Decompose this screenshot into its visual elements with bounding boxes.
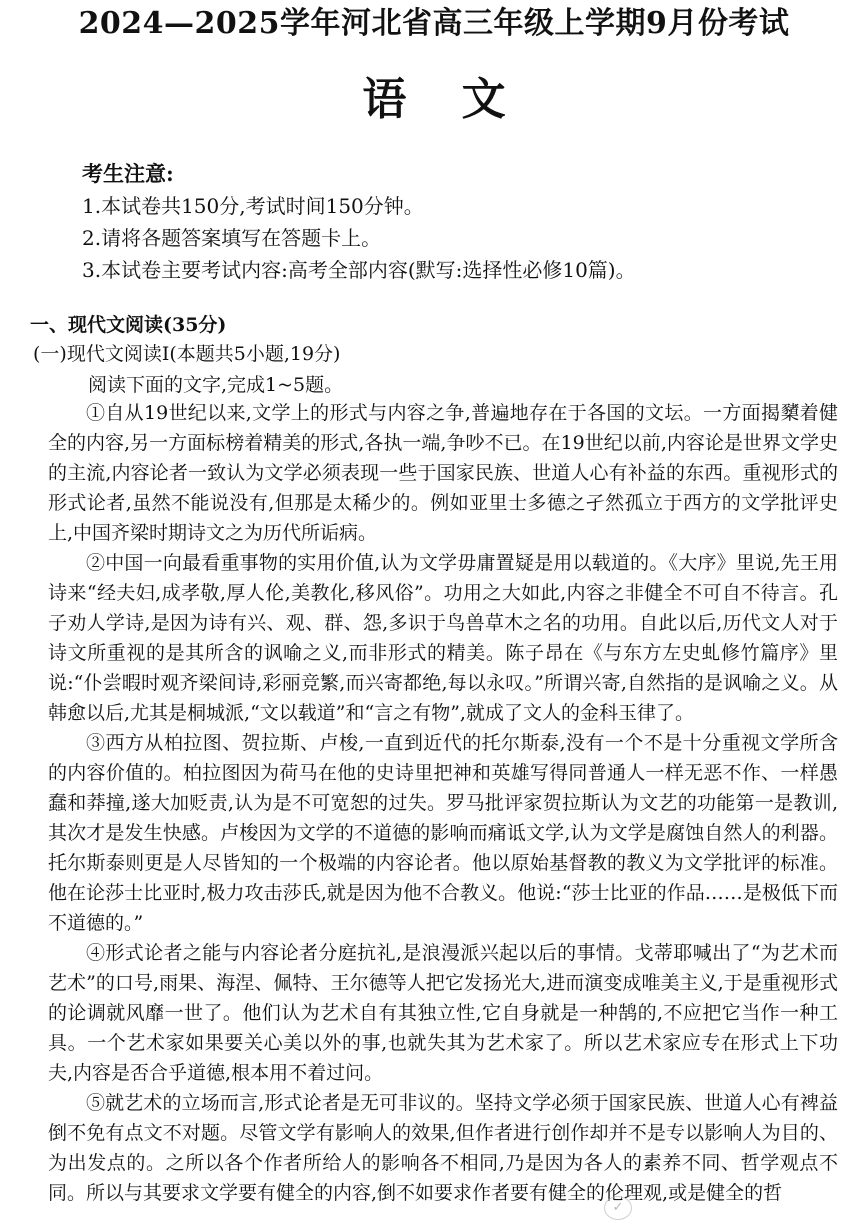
reading-instruction: 阅读下面的文字,完成1~5题。 bbox=[88, 374, 344, 396]
passage-paragraph-2: ②中国一向最看重事物的实用价值,认为文学毋庸置疑是用以载道的。《大序》里说,先王用诗来“经夫妇,成孝敬,厚人伦,美教化,移风俗”。功用之大如此,内容之非健全不可自不待言。孔子劝人学诗,是因为诗有兴、观、群、怨,多识于鸟兽草木之名的功用。自此以后,历代文人对于诗文所重视的是其所含的讽喻之义,而非形式的精美。陈子昂在《与东方左史虬修竹篇序》里说:“仆尝暇时观齐梁间诗,彩丽竞繁,而兴寄都绝,每以永叹。”所谓兴寄,自然指的是讽喻之义。从韩愈以后,尤其是桐城派,“文以载道”和“言之有物”,就成了文人的金科玉律了。 bbox=[48, 552, 838, 724]
passage-paragraph-5: ⑤就艺术的立场而言,形式论者是无可非议的。坚持文学必须于国家民族、世道人心有裨益倒不免有点文不对题。尽管文学有影响人的效果,但作者进行创作却并不是专以影响人为目的、为出发点的。之所以各个作者所给人的影响各不相同,乃是因为各人的素养不同、哲学观点不同。所以与其要求文学要有健全的内容,倒不如要求作者要有健全的伦理观,或是健全的哲 bbox=[48, 1092, 838, 1204]
passage-paragraph-3: ③西方从柏拉图、贺拉斯、卢梭,一直到近代的托尔斯泰,没有一个不是十分重视文学所含的内容价值的。柏拉图因为荷马在他的史诗里把神和英雄写得同普通人一样无恶不作、一样愚蠢和莽撞,遂大加贬责,认为是不可宽恕的过失。罗马批评家贺拉斯认为文艺的功能第一是教训,其次才是发生快感。卢梭因为文学的不道德的影响而痛诋文学,认为文学是腐蚀自然人的利器。托尔斯泰则更是人尽皆知的一个极端的内容论者。他以原始基督教的教义为文学批评的标准。他在论莎士比亚时,极力攻击莎氏,就是因为他不合教义。他说:“莎士比亚的作品……是极低下而不道德的。” bbox=[48, 732, 838, 934]
reading-passage bbox=[48, 398, 838, 1208]
section-heading: 一、现代文阅读(35分) bbox=[30, 314, 227, 336]
notice-item-1: 1.本试卷共150分,考试时间150分钟。 bbox=[82, 194, 424, 218]
passage-paragraph-4: ④形式论者之能与内容论者分庭抗礼,是浪漫派兴起以后的事情。戈蒂耶喊出了“为艺术而艺术”的口号,雨果、海涅、佩特、王尔德等人把它发扬光大,进而演变成唯美主义,于是重视形式的论调就风靡一世了。他们认为艺术自有其独立性,它自身就是一种鹄的,不应把它当作一种工具。一个艺术家如果要关心美以外的事,也就失其为艺术家了。所以艺术家应专在形式上下功夫,内容是否合乎道德,根本用不着过问。 bbox=[48, 942, 838, 1084]
subsection-heading: (一)现代文阅读Ⅰ(本题共5小题,19分) bbox=[33, 343, 341, 365]
passage-paragraph-1: ①自从19世纪以来,文学上的形式与内容之争,普遍地存在于各国的文坛。一方面揭櫫着健全的内容,另一方面标榜着精美的形式,各执一端,争吵不已。在19世纪以前,内容论是世界文学史的主流,内容论者一致认为文学必须表现一些于国家民族、世道人心有补益的东西。重视形式的形式论者,虽然不能说没有,但那是太稀少的。例如亚里士多德之孑然孤立于西方的文学批评史上,中国齐梁时期诗文之为历代所诟病。 bbox=[48, 402, 838, 544]
notice-heading: 考生注意: bbox=[82, 161, 174, 186]
notice-item-3: 3.本试卷主要考试内容:高考全部内容(默写:选择性必修10篇)。 bbox=[82, 258, 636, 282]
subject-title: 语 文 bbox=[362, 74, 506, 125]
watermark-icon: ✓ bbox=[604, 1196, 632, 1220]
notice-item-2: 2.请将各题答案填写在答题卡上。 bbox=[82, 226, 382, 250]
candidate-notice bbox=[82, 158, 842, 286]
exam-title: 2024—2025学年河北省高三年级上学期9月份考试 bbox=[78, 6, 790, 41]
